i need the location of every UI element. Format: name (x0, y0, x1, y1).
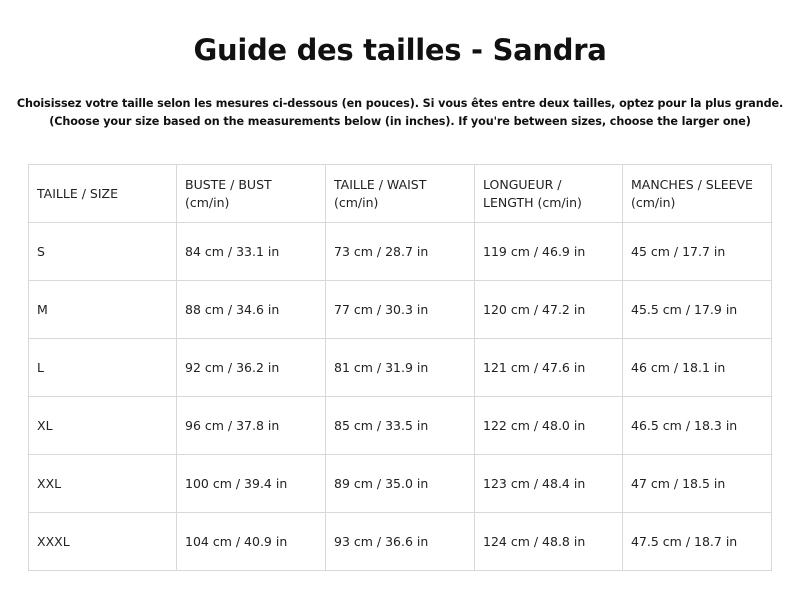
header-waist: TAILLE / WAIST (cm/in) (326, 165, 475, 223)
instructions-english: (Choose your size based on the measurements below (in inches). If you're between sizes, choose the larger one) (49, 115, 751, 128)
cell-size: XXXL (29, 513, 177, 571)
cell-size: S (29, 223, 177, 281)
cell-sleeve: 47.5 cm / 18.7 in (623, 513, 772, 571)
page-title: Guide des tailles - Sandra (193, 33, 607, 67)
cell-waist: 93 cm / 36.6 in (326, 513, 475, 571)
header-bust: BUSTE / BUST (cm/in) (177, 165, 326, 223)
cell-waist: 89 cm / 35.0 in (326, 455, 475, 513)
table-row (29, 339, 772, 397)
cell-size: M (29, 281, 177, 339)
table-row (29, 281, 772, 339)
header-size: TAILLE / SIZE (29, 165, 177, 223)
table-row (29, 223, 772, 281)
cell-waist: 85 cm / 33.5 in (326, 397, 475, 455)
header-sleeve: MANCHES / SLEEVE (cm/in) (623, 165, 772, 223)
cell-sleeve: 47 cm / 18.5 in (623, 455, 772, 513)
cell-waist: 81 cm / 31.9 in (326, 339, 475, 397)
cell-bust: 104 cm / 40.9 in (177, 513, 326, 571)
cell-sleeve: 46.5 cm / 18.3 in (623, 397, 772, 455)
cell-bust: 84 cm / 33.1 in (177, 223, 326, 281)
cell-waist: 77 cm / 30.3 in (326, 281, 475, 339)
cell-length: 120 cm / 47.2 in (475, 281, 623, 339)
cell-sleeve: 45 cm / 17.7 in (623, 223, 772, 281)
cell-length: 121 cm / 47.6 in (475, 339, 623, 397)
cell-bust: 96 cm / 37.8 in (177, 397, 326, 455)
cell-waist: 73 cm / 28.7 in (326, 223, 475, 281)
instructions-french: Choisissez votre taille selon les mesures ci-dessous (en pouces). Si vous êtes entre deux tailles, optez pour la plus grande. (16, 97, 784, 110)
cell-sleeve: 46 cm / 18.1 in (623, 339, 772, 397)
cell-bust: 100 cm / 39.4 in (177, 455, 326, 513)
cell-size: XXL (29, 455, 177, 513)
cell-sleeve: 45.5 cm / 17.9 in (623, 281, 772, 339)
table-header-row (29, 165, 772, 223)
cell-size: XL (29, 397, 177, 455)
cell-length: 124 cm / 48.8 in (475, 513, 623, 571)
cell-length: 122 cm / 48.0 in (475, 397, 623, 455)
cell-bust: 88 cm / 34.6 in (177, 281, 326, 339)
table-row (29, 455, 772, 513)
cell-length: 119 cm / 46.9 in (475, 223, 623, 281)
size-chart-table (28, 164, 772, 571)
table-row (29, 513, 772, 571)
header-length: LONGUEUR / LENGTH (cm/in) (475, 165, 623, 223)
cell-length: 123 cm / 48.4 in (475, 455, 623, 513)
cell-size: L (29, 339, 177, 397)
table-row (29, 397, 772, 455)
cell-bust: 92 cm / 36.2 in (177, 339, 326, 397)
